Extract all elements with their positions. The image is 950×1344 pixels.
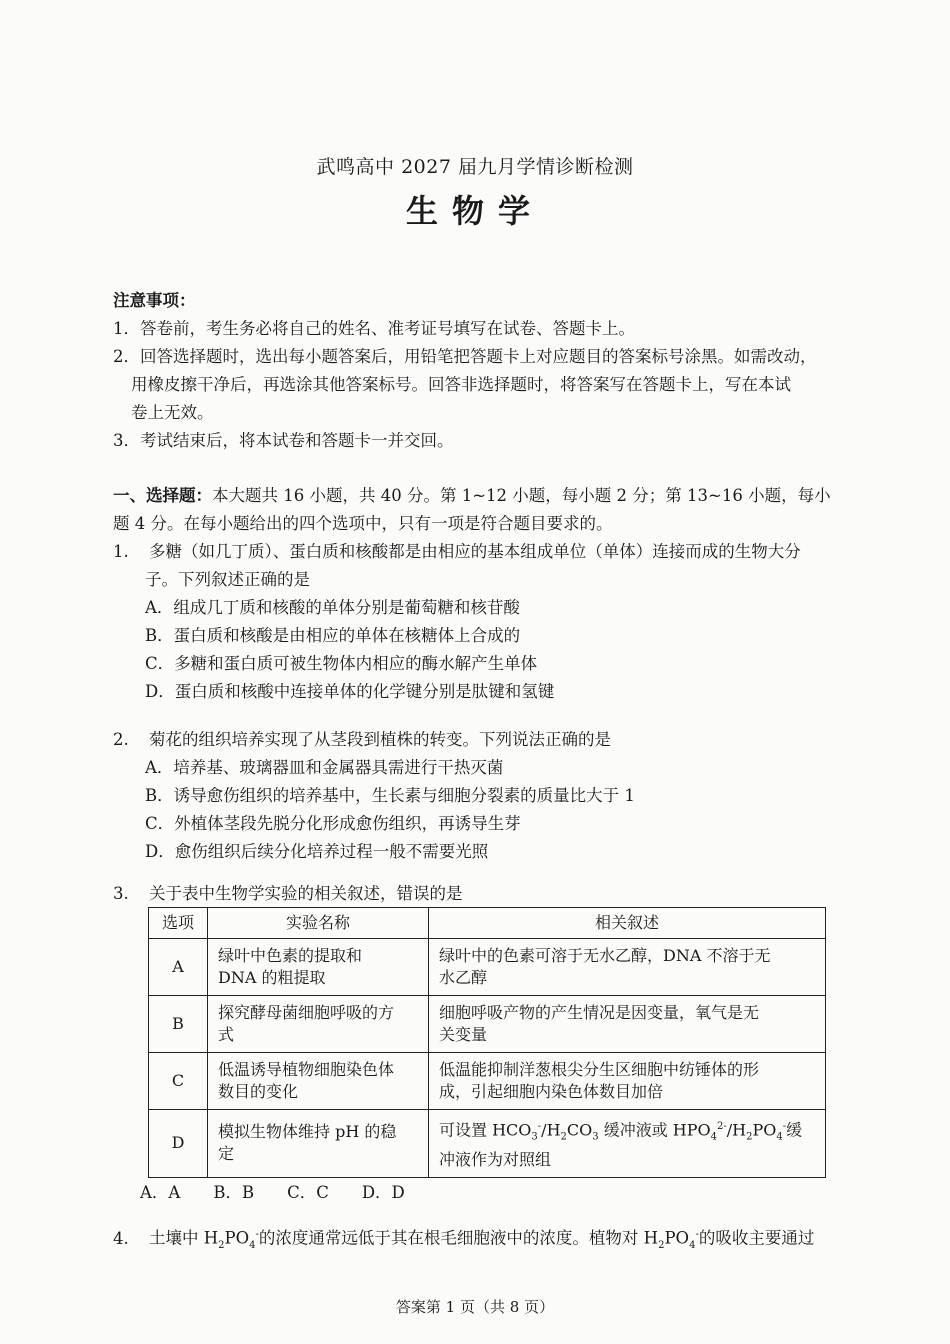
table-cell: 细胞呼吸产物的产生情况是因变量，氧气是无 关变量 [429, 996, 826, 1053]
table-row [149, 1110, 826, 1178]
table-header: 相关叙述 [429, 908, 826, 939]
option: C．多糖和蛋白质可被生物体内相应的酶水解产生单体 [145, 654, 538, 673]
notice-item: 1．答卷前，考生务必将自己的姓名、准考证号填写在试卷、答题卡上。 [113, 319, 635, 338]
table-cell: 绿叶中色素的提取和 DNA 的粗提取 [208, 939, 429, 996]
question-stem: 子。下列叙述正确的是 [145, 570, 310, 589]
notice-item: 用橡皮擦干净后，再选涂其他答案标号。回答非选择题时，将答案写在答题卡上，写在本试 [131, 375, 791, 394]
table-row [149, 1053, 826, 1110]
table-cell: 可设置 $HCO_3^-/H_2CO_3$ 缓冲液或 $HPO_4^{2-}/H_2PO_4^-$缓 冲液作为对照组 [429, 1110, 826, 1178]
option: C．外植体茎段先脱分化形成愈伤组织，再诱导生芽 [145, 814, 521, 833]
section-intro: 题 4 分。在每小题给出的四个选项中，只有一项是符合题目要求的。 [113, 514, 613, 533]
question-number: 1. [113, 542, 129, 561]
option: D．愈伤组织后续分化培养过程一般不需要光照 [145, 842, 489, 861]
option: B．诱导愈伤组织的培养基中，生长素与细胞分裂素的质量比大于 1 [145, 786, 635, 805]
table-cell: 模拟生物体维持 pH 的稳 定 [208, 1110, 429, 1178]
section-intro: 本大题共 16 小题，共 40 分。第 1~12 小题，每小题 2 分；第 13~16 小题，每小 [212, 486, 831, 505]
question-3 [113, 880, 865, 908]
notice-section [113, 287, 865, 455]
table-row [149, 939, 826, 996]
table-cell: D [149, 1110, 208, 1178]
notice-heading: 注意事项： [113, 291, 196, 310]
table-cell: 绿叶中的色素可溶于无水乙醇，DNA 不溶于无 水乙醇 [429, 939, 826, 996]
experiment-table [148, 907, 826, 1178]
question-stem: 多糖（如几丁质）、蛋白质和核酸都是由相应的基本组成单位（单体）连接而成的生物大分 [149, 542, 801, 561]
question-2 [113, 726, 865, 866]
table-header: 实验名称 [208, 908, 429, 939]
table-cell: 探究酵母菌细胞呼吸的方 式 [208, 996, 429, 1053]
section-heading: 一、选择题： [113, 486, 212, 505]
question-number: 3. [113, 884, 129, 903]
table-header: 选项 [149, 908, 208, 939]
table-cell: 低温能抑制洋葱根尖分生区细胞中纺锤体的形 成，引起细胞内染色体数目加倍 [429, 1053, 826, 1110]
option: B．蛋白质和核酸是由相应的单体在核糖体上合成的 [145, 626, 521, 645]
option: D．蛋白质和核酸中连接单体的化学键分别是肽键和氢键 [145, 682, 555, 701]
table-cell: C [149, 1053, 208, 1110]
question-1 [113, 538, 865, 566]
notice-item: 2．回答选择题时，选出每小题答案后，用铅笔把答题卡上对应题目的答案标号涂黑。如需改动， [113, 347, 817, 366]
option: A．培养基、玻璃器皿和金属器具需进行干热灭菌 [145, 758, 504, 777]
question-stem: 菊花的组织培养实现了从茎段到植株的转变。下列说法正确的是 [149, 730, 611, 749]
notice-item: 卷上无效。 [131, 403, 214, 422]
page-footer: 答案第 1 页（共 8 页） [395, 1298, 555, 1316]
option: A．组成几丁质和核酸的单体分别是葡萄糖和核苷酸 [145, 598, 520, 617]
table-cell: B [149, 996, 208, 1053]
table-cell: 低温诱导植物细胞染色体 数目的变化 [208, 1053, 429, 1110]
question-3-answers: A．A B．B C．C D．D [140, 1183, 405, 1202]
notice-item: 3．考试结束后，将本试卷和答题卡一并交回。 [113, 431, 454, 450]
question-number: 4. [113, 1228, 129, 1248]
question-number: 2. [113, 730, 129, 749]
table-cell: A [149, 939, 208, 996]
section-one [113, 482, 865, 706]
table-row [149, 996, 826, 1053]
exam-title: 生物学 [405, 192, 544, 230]
question-stem: 关于表中生物学实验的相关叙述，错误的是 [149, 884, 463, 903]
question-4: 4. 土壤中 $H_2PO_4^-$的浓度通常远低于其在根毛细胞液中的浓度。植物对 $H_2PO_4^-$的吸收主要通过 [113, 1221, 865, 1260]
exam-subtitle: 武鸣高中 2027 届九月学情诊断检测 [316, 156, 634, 178]
